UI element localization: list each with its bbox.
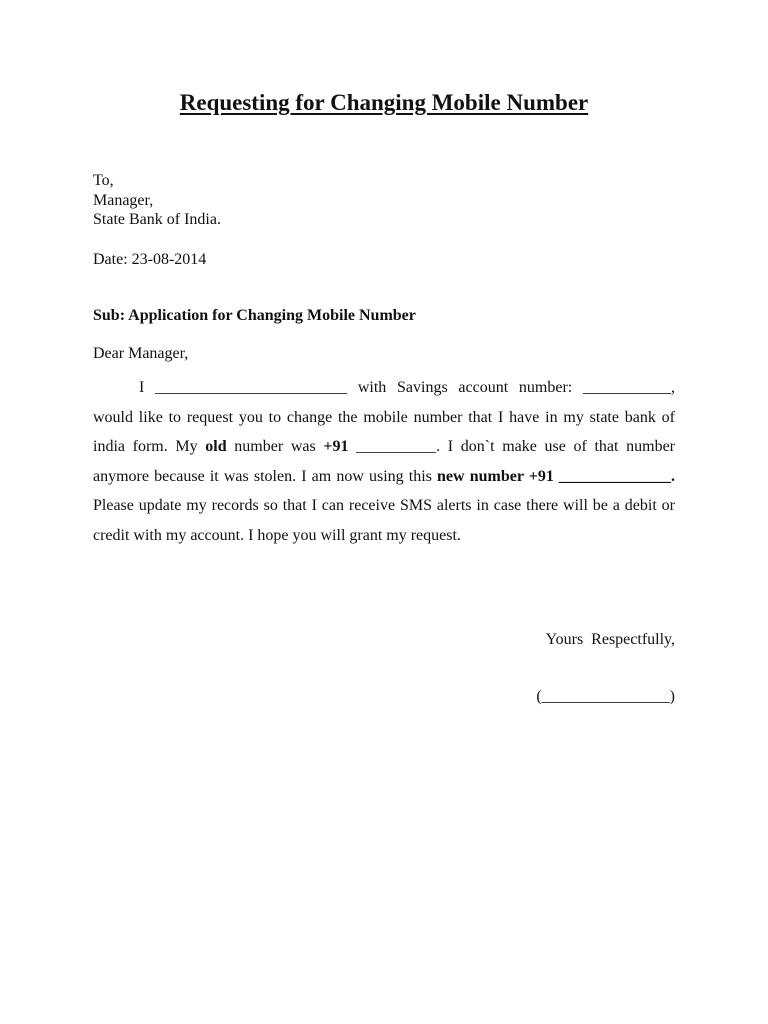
signature-blank: (________________) <box>536 688 675 705</box>
body-part-1: I ________________________ with Savings account number: ___________, would like to request you to change the mobile number that I have in my state bank of india form. My <box>93 379 675 456</box>
letter-date: Date: 23-08-2014 <box>93 251 207 268</box>
letter-title-text: Requesting for Changing Mobile Number <box>179 90 589 115</box>
letter-greeting: Dear Manager, <box>93 345 189 362</box>
body-old-prefix: +91 <box>323 438 349 456</box>
body-old-word: old <box>205 438 227 456</box>
address-line-to: To, <box>93 172 114 189</box>
body-part-3: __________. I don`t make use of that number anymore because it was stolen. I am now using this <box>93 438 676 485</box>
letter-title <box>0 88 768 118</box>
address-line-manager: Manager, <box>93 191 154 209</box>
recipient-address <box>93 171 221 230</box>
body-part-4: Please update my records so that I can receive SMS alerts in case there will be a debit or credit with my account. I hope you will grant my request. <box>93 497 675 544</box>
letter-subject: Sub: Application for Changing Mobile Number <box>93 307 416 324</box>
letter-closing: Yours Respectfully, <box>545 631 675 648</box>
letter-body <box>93 373 675 551</box>
body-new-number: new number +91 ______________. <box>437 467 676 485</box>
address-line-bank: State Bank of India. <box>93 211 221 228</box>
body-part-2: number was <box>226 438 324 456</box>
